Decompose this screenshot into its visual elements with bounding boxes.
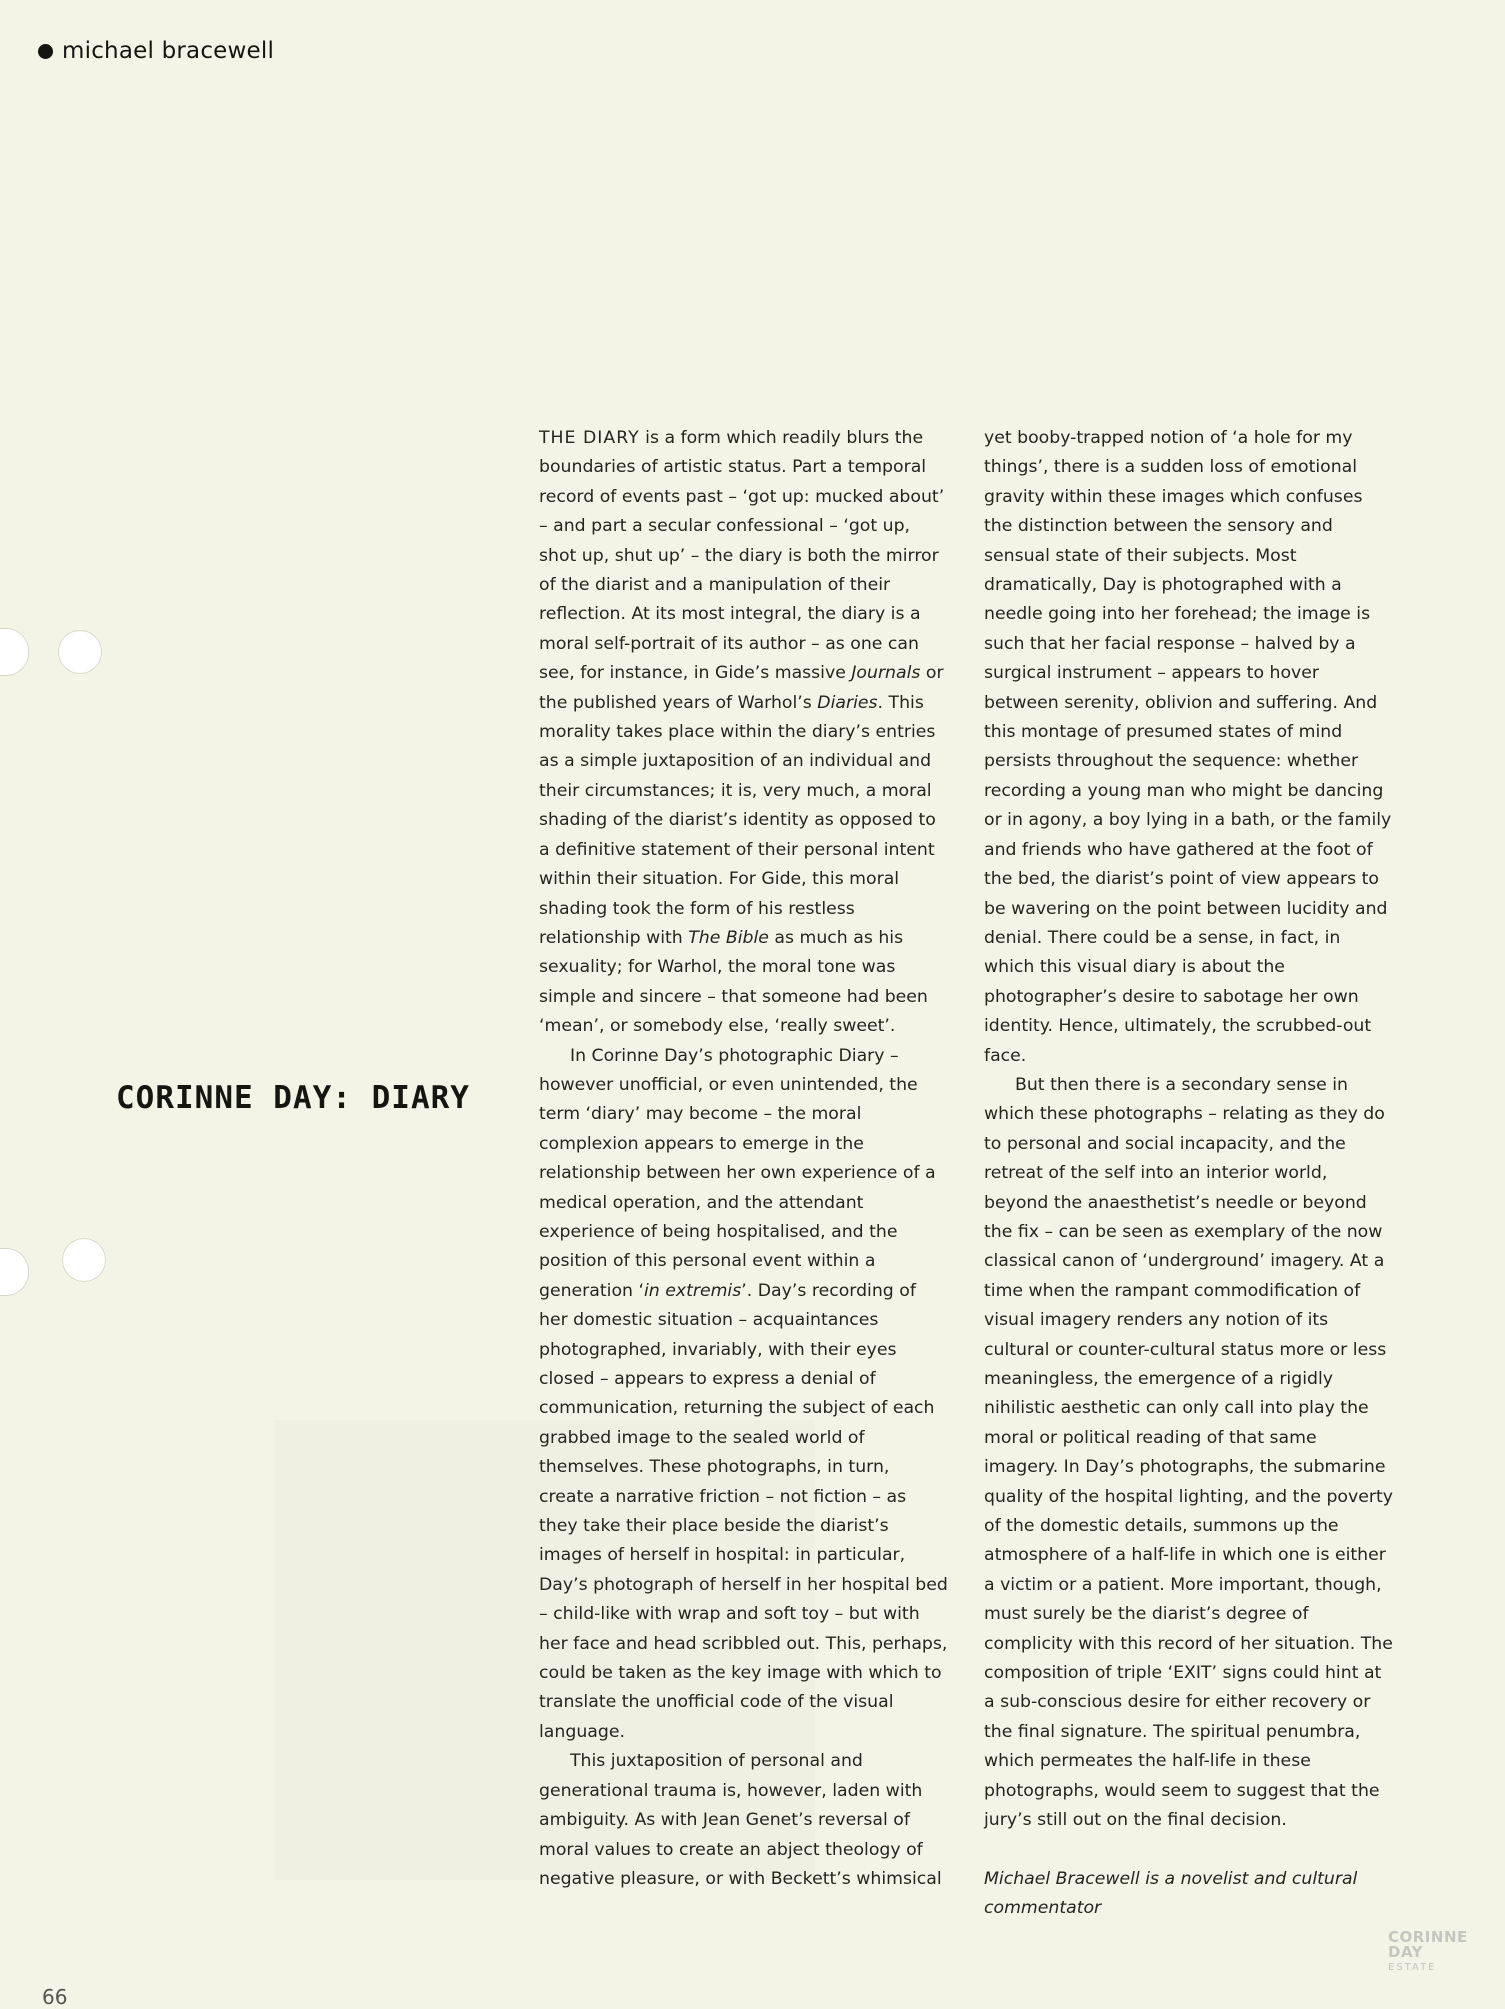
- text-run: ’. Day’s recording of her domestic situation – acquaintances photographed, invariably, with their eyes closed – appears to express a denial of communication, returning the subject of each grabbed image to the sealed world of themselves. These photographs, in turn, create a narrative friction – not fiction – as they take their place beside the diarist’s images of herself in hospital: in particular, Day’s photograph of herself in her hospital bed – child-like with wrap and soft toy – but with her face and head scribbled out. This, perhaps, could be taken as the key image with which to translate the unofficial code of the visual language.: [539, 1280, 948, 1742]
- paragraph: yet booby-trapped notion of ‘a hole for my things’, there is a sudden loss of emotional gravity within these images which confuses the distinction between the sensory and sensual state of their subjects. Most dramatically, Day is photographed with a needle going into her forehead; the image is such that her facial response – halved by a surgical instrument – appears to hover between serenity, oblivion and suffering. And this montage of presumed states of mind persists throughout the sequence: whether recording a young man who might be dancing or in agony, a boy lying in a bath, or the family and friends who have gathered at the foot of the bed, the diarist’s point of view appears to be wavering on the point between lucidity and denial. There could be a sense, in fact, in which this visual diary is about the photographer’s desire to sabotage her own identity. Hence, ultimately, the scrubbed-out face.: [984, 428, 1392, 1066]
- paragraph: [539, 424, 949, 1042]
- italic-title: The Bible: [688, 927, 769, 948]
- text-run: or the published years of Warhol’s: [539, 663, 944, 713]
- punch-hole-icon: [58, 630, 102, 674]
- text-run: is a form which readily blurs the boundaries of artistic status. Part a temporal record of events past – ‘got up: mucked about’ – and part a secular confessional – ‘got up, shot up, shut up’ – the diary is both the mirror of the diarist and a manipulation of their reflection. At its most integral, the diary is a moral self-portrait of its author – as one can see, for instance, in Gide’s massive: [539, 428, 945, 684]
- author-byline: Michael Bracewell is a novelist and cultural commentator: [984, 1868, 1358, 1919]
- paragraph: This juxtaposition of personal and generational trauma is, however, laden with ambiguity. As with Jean Genet’s reversal of moral values to create an abject theology of negative pleasure, or with Beckett’s whimsical: [539, 1751, 942, 1889]
- estate-watermark-logo: [1388, 1930, 1468, 1975]
- page-number: 66: [42, 1985, 68, 2009]
- logo-line: DAY: [1388, 1943, 1423, 1961]
- punch-hole-edge-icon: [0, 628, 29, 676]
- text-run: . This morality takes place within the diary’s entries as a simple juxtaposition of an individual and their circumstances; it is, very much, a moral shading of the diarist’s identity as opposed to a definitive statement of their personal intent within their situation. For Gide, this moral shading took the form of his restless relationship with: [539, 692, 936, 948]
- running-header: [38, 38, 274, 64]
- bullet-dot-icon: [38, 44, 53, 59]
- italic-title: Journals: [851, 663, 921, 684]
- logo-line: CORINNE: [1388, 1928, 1468, 1946]
- article-title: CORINNE DAY: DIARY: [116, 1080, 470, 1116]
- paragraph: But then there is a secondary sense in which these photographs – relating as they do to personal and social incapacity, and the retreat of the self into an interior world, beyond the anaesthetist’s needle or beyond the fix – can be seen as exemplary of the now classical canon of ‘underground’ imagery. At a time when the rampant commodification of visual imagery renders any notion of its cultural or counter-cultural status more or less meaningless, the emergence of a rigidly nihilistic aesthetic can only call into play the moral or political reading of that same imagery. In Day’s photographs, the submarine quality of the hospital lighting, and the poverty of the domestic details, summons up the atmosphere of a half-life in which one is either a victim or a patient. More important, though, must surely be the diarist’s degree of complicity with this record of her situation. The composition of triple ‘EXIT’ signs could hint at a sub-conscious desire for either recovery or the final signature. The spiritual penumbra, which permeates the half-life in these photographs, would seem to suggest that the jury’s still out on the final decision.: [984, 1074, 1393, 1831]
- text-run: In Corinne Day’s photographic Diary – however unofficial, or even unintended, the term ‘diary’ may become – the moral complexion appears to emerge in the relationship between her own experience of a medical operation, and the attendant experience of being hospitalised, and the position of this personal event within a generation ‘: [539, 1045, 936, 1301]
- article-column-1: [539, 424, 949, 1894]
- italic-phrase: in extremis: [643, 1280, 742, 1301]
- punch-hole-icon: [62, 1238, 106, 1282]
- text-run: as much as his sexuality; for Warhol, the moral tone was simple and sincere – that someone had been ‘mean’, or somebody else, ‘really sweet’.: [539, 927, 928, 1037]
- author-name: michael bracewell: [62, 38, 275, 64]
- punch-hole-edge-icon: [0, 1248, 29, 1296]
- lead-in: THE DIARY: [539, 428, 640, 448]
- paragraph: [539, 1042, 949, 1748]
- italic-title: Diaries: [817, 692, 878, 713]
- logo-line: ESTATE: [1388, 1962, 1437, 1973]
- article-column-2: [984, 424, 1394, 1924]
